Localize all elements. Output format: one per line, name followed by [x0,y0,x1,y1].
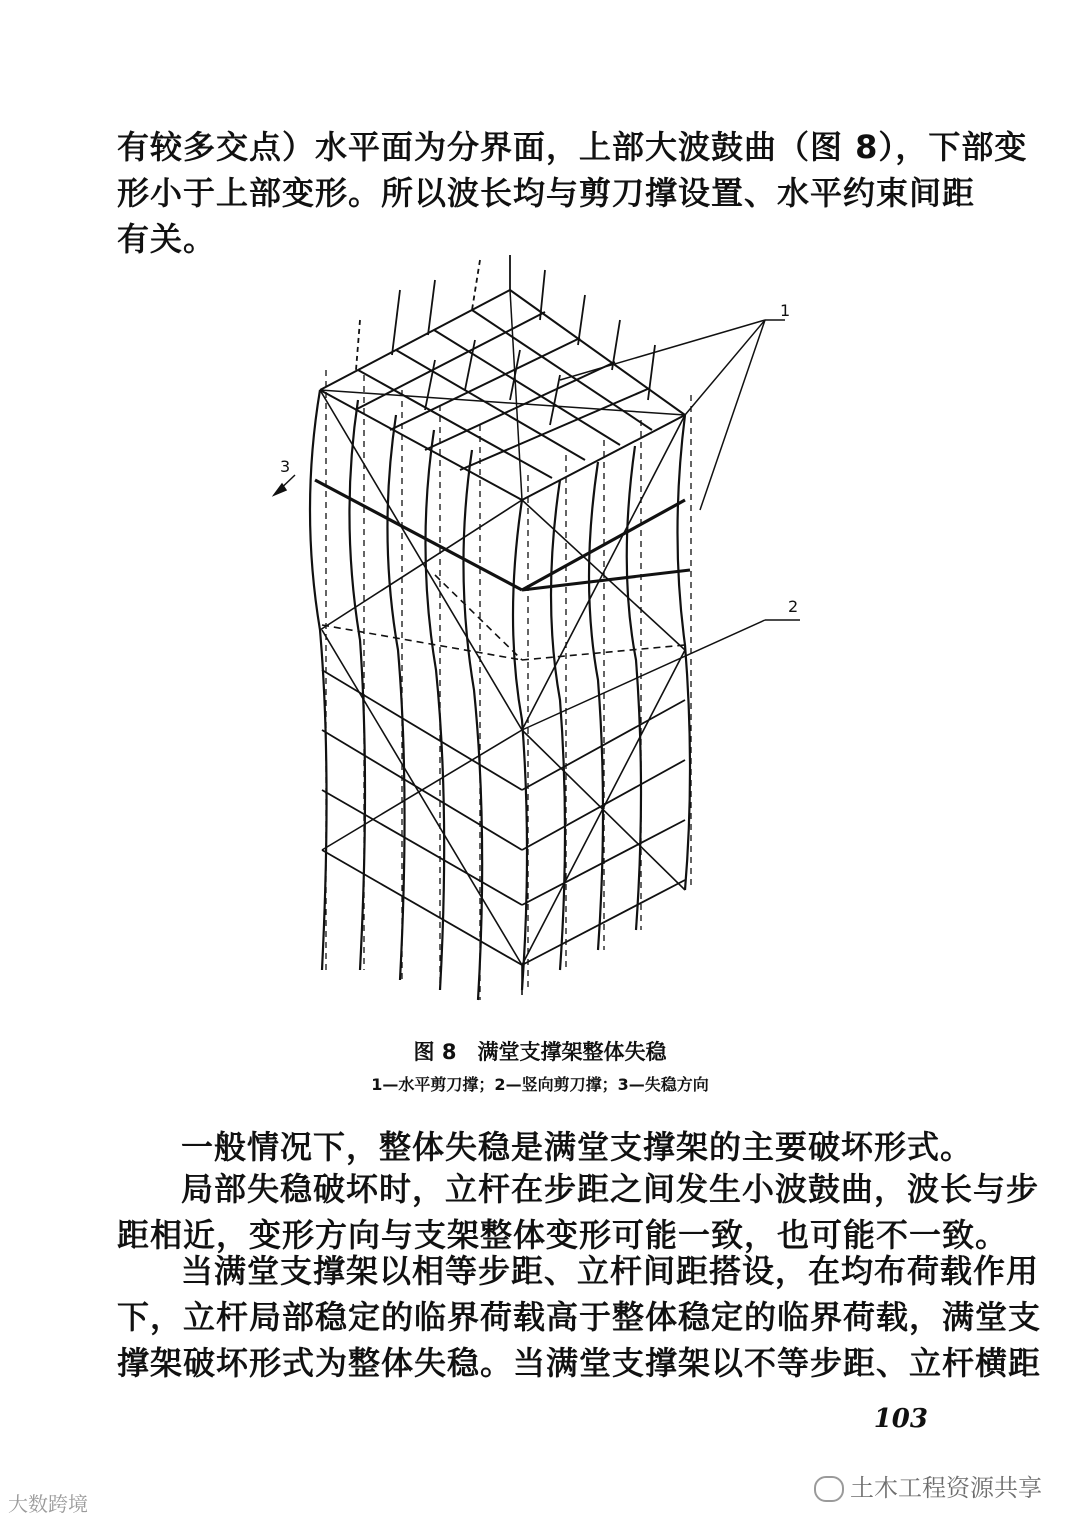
paragraph-3 [117,1248,1042,1386]
watermark-left-text: 大数跨境 [8,1492,88,1516]
text-line: 距相近，变形方向与支架整体变形可能一致，也可能不一致。 [117,1216,1009,1254]
text-line: 一般情况下，整体失稳是满堂支撑架的主要破坏形式。 [181,1128,974,1166]
text-line: 当满堂支撑架以相等步距、立杆间距搭设，在均布荷载作用 [181,1252,1040,1290]
vertical-posts [310,390,690,1000]
figure-caption-title: 图 8 满堂支撑架整体失稳 [413,1040,667,1064]
text-line: 下，立杆局部稳定的临界荷载高于整体稳定的临界荷载，满堂支 [117,1298,1042,1336]
watermark-right [814,1468,1042,1503]
watermark-left [8,1488,88,1517]
paragraph-2 [117,1166,1040,1258]
text-line: 形小于上部变形。所以波长均与剪刀撑设置、水平约束间距 [117,174,976,212]
watermark-right-text: 土木工程资源共享 [850,1474,1042,1502]
page-number: 103 [873,1404,928,1434]
figure-label-2: 2 [788,597,799,616]
top-grid [320,290,685,500]
text-line: 撑架破坏形式为整体失稳。当满堂支撑架以不等步距、立杆横距 [117,1344,1042,1382]
text-line: 有关。 [117,220,217,258]
figure-label-1: 1 [780,301,791,320]
text-line: 有较多交点）水平面为分界面，上部大波鼓曲（图 8），下部变 [117,128,1028,166]
wechat-icon [814,1476,844,1502]
figure-caption-legend: 1—水平剪刀撑；2—竖向剪刀撑；3—失稳方向 [371,1075,709,1094]
figure-label-3: 3 [280,457,291,476]
paragraph-top [117,124,1028,262]
load-arrows [356,255,655,425]
paragraph-1 [117,1124,974,1170]
text-line: 局部失稳破坏时，立杆在步距之间发生小波鼓曲，波长与步 [181,1170,1040,1208]
leader-lines [274,320,800,730]
scaffold-instability-figure [260,250,820,1010]
mid-band [315,480,690,660]
